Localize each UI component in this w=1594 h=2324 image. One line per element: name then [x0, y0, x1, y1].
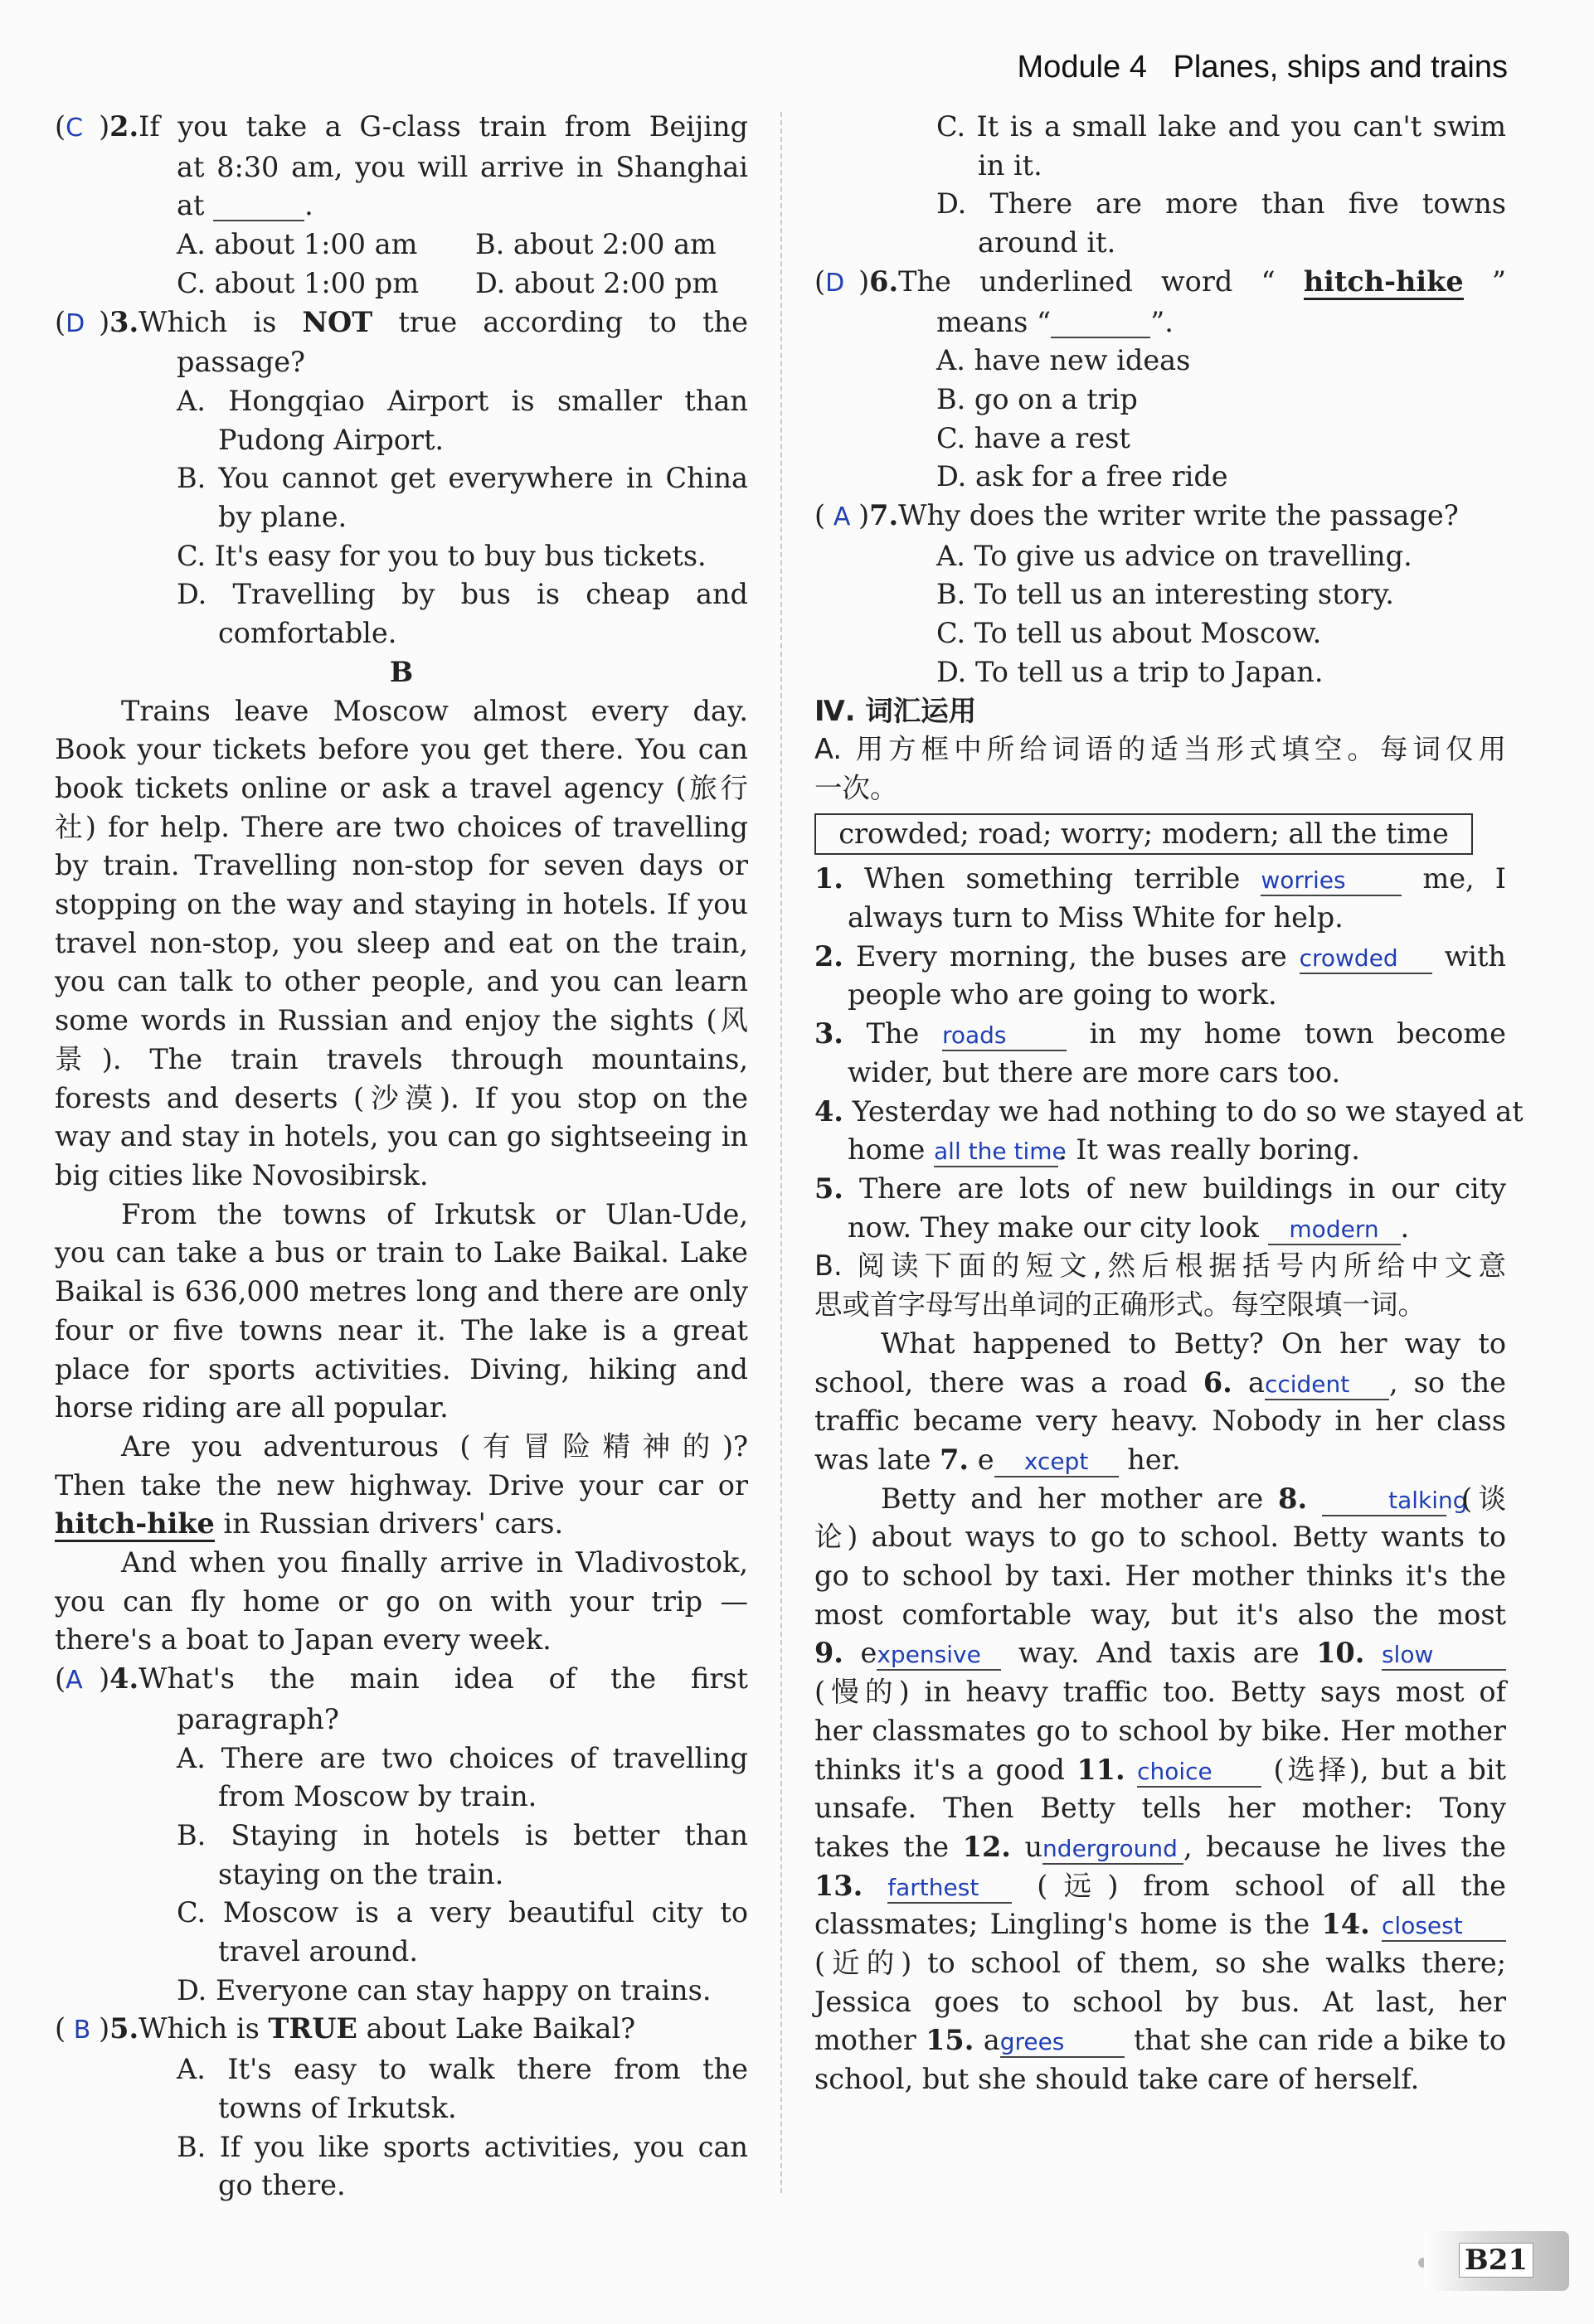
item-number: 2. — [814, 939, 843, 973]
blank-2 — [1300, 943, 1432, 974]
question-2: (C )2.If you take a G-class train from Beijing — [55, 108, 748, 148]
line-text: (远) from school of all the — [1037, 1869, 1506, 1902]
q3-option-a-cont: Pudong Airport. — [218, 423, 445, 456]
line-text: , so the — [1388, 1366, 1507, 1399]
q4-option-c: C. Moscow is a very beautiful city to — [177, 1896, 748, 1929]
blank-14 — [1382, 1910, 1506, 1942]
answer-3: D — [66, 308, 85, 338]
question-6: (D )6.The underlined word “ hitch-hike ” — [814, 263, 1506, 303]
first-letter: a — [1247, 1366, 1265, 1399]
answer-2: C — [66, 114, 84, 143]
handwritten-answer: farthest — [887, 1873, 979, 1901]
part-a-item-5 — [814, 1170, 1506, 1209]
part-a-item-1-cont: always turn to Miss White for help. — [848, 901, 1344, 934]
q3-option-c: C. It's easy for you to buy bus tickets. — [177, 539, 707, 572]
q7-option-b: B. To tell us an interesting story. — [936, 578, 1394, 611]
passage-line: forests and deserts (沙漠). If you stop on the — [55, 1081, 748, 1114]
q5-option-d: D. There are more than five towns — [936, 187, 1506, 221]
handwritten-answer: ccident — [1264, 1370, 1350, 1398]
q3-text-b: true according to the — [398, 305, 748, 338]
q6-option-c: C. have a rest — [936, 421, 1130, 454]
blank-number: 10. — [1316, 1637, 1365, 1670]
handwritten-answer: nderground — [1042, 1834, 1178, 1862]
line-text: her. — [1127, 1443, 1181, 1476]
question-number: 7. — [869, 499, 899, 532]
item-text: Every morning, the buses are — [855, 939, 1287, 973]
section-letter: B — [389, 655, 414, 688]
passage-line: big cities like Novosibirsk. — [55, 1158, 429, 1191]
line-text: , because he lives the — [1183, 1830, 1506, 1863]
blank-4 — [934, 1136, 1067, 1167]
q5-option-c: C. It is a small lake and you can't swim — [936, 110, 1506, 143]
line-text: (选择), but a bit — [1273, 1753, 1506, 1786]
first-letter: e — [977, 1443, 994, 1476]
part-a-item-2-cont: people who are going to work. — [848, 978, 1277, 1012]
handwritten-answer: talking — [1388, 1486, 1468, 1514]
q5-true: TRUE — [268, 2012, 357, 2045]
item-text: home — [848, 1133, 926, 1167]
line-text: was late — [814, 1443, 931, 1476]
blank-number: 9. — [814, 1637, 843, 1670]
line-text: way. And taxis are — [1018, 1637, 1300, 1670]
passage-line: by train. Travelling non-stop for seven days or — [55, 849, 748, 882]
q5-option-b-cont: go there. — [218, 2169, 346, 2202]
passage-line: book tickets online or ask a travel agency (旅行 — [55, 771, 748, 804]
part-b-line-6 — [814, 1364, 1506, 1403]
section-4-title: Ⅳ. 词汇运用 — [814, 694, 977, 727]
item-text: Yesterday we had nothing to do so we stayed at — [852, 1094, 1524, 1128]
handwritten-answer: closest — [1382, 1912, 1463, 1940]
q5-option-a: A. It's easy to walk there from the — [177, 2053, 748, 2086]
blank-11 — [1137, 1756, 1261, 1788]
line-text: school, there was a road — [814, 1366, 1188, 1399]
part-b-line: 论) about ways to go to school. Betty wants to — [814, 1521, 1506, 1554]
q2-option-b: B. about 2:00 am — [475, 228, 717, 261]
left-column — [55, 108, 748, 2205]
passage-line-hitchhike — [55, 1505, 748, 1544]
q7-option-d: D. To tell us a trip to Japan. — [936, 655, 1324, 688]
section-b-heading — [55, 653, 748, 692]
part-b-instruction: B. 阅读下面的短文,然后根据括号内所给中文意 — [814, 1249, 1506, 1283]
blank-13 — [887, 1872, 1012, 1904]
part-a-item-1 — [814, 860, 1506, 899]
part-a-item-3 — [814, 1015, 1506, 1054]
item-text: When something terrible — [864, 862, 1241, 895]
handwritten-answer: slow — [1381, 1641, 1434, 1669]
part-a-instruction: A. 用方框中所给词语的适当形式填空。每词仅用 — [814, 733, 1506, 766]
question-number: 5. — [109, 2012, 139, 2045]
blank-number: 8. — [1278, 1482, 1308, 1515]
blank-1 — [1261, 865, 1402, 896]
line-text: Betty and her mother are — [881, 1482, 1264, 1515]
passage-line: there's a boat to Japan every week. — [55, 1623, 552, 1657]
q2-line2: at 8:30 am, you will arrive in Shanghai — [177, 150, 748, 183]
handwritten-answer: worries — [1261, 866, 1346, 895]
item-number: 1. — [814, 862, 843, 895]
part-b-instruction-cont: 思或首字母写出单词的正确形式。每空限填一词。 — [814, 1288, 1426, 1322]
part-b-line-8 — [814, 1480, 1506, 1519]
q7-option-c: C. To tell us about Moscow. — [936, 617, 1322, 650]
passage-text: in Russian drivers' cars. — [223, 1507, 564, 1540]
line-text: takes the — [814, 1830, 950, 1863]
page-header — [1018, 50, 1508, 85]
q2-option-a: A. about 1:00 am — [177, 228, 418, 261]
line-text: that she can ride a bike to — [1133, 2024, 1506, 2057]
first-letter: e — [860, 1637, 877, 1670]
passage-line: place for sports activities. Diving, hiking and — [55, 1352, 748, 1385]
blank-3 — [942, 1020, 1067, 1051]
q2-option-d: D. about 2:00 pm — [475, 266, 719, 299]
part-b-line: What happened to Betty? On her way to — [881, 1327, 1506, 1360]
q2-line1: If you take a G-class train from Beijing — [139, 110, 748, 143]
page-number-badge — [1424, 2231, 1569, 2291]
handwritten-answer: roads — [941, 1021, 1007, 1050]
part-b-line-9-10 — [814, 1634, 1506, 1673]
answer-6: D — [825, 268, 845, 298]
line-text: thinks it's a good — [814, 1753, 1065, 1786]
handwritten-answer: all the time — [934, 1138, 1067, 1166]
question-5: ( B )5.Which is TRUE about Lake Baikal? — [55, 2010, 748, 2050]
blank-12 — [1042, 1833, 1183, 1865]
part-a-item-4 — [814, 1093, 1524, 1132]
part-b-line-13 — [814, 1867, 1506, 1906]
question-3: (D )3.Which is NOT true according to the — [55, 303, 748, 344]
right-column — [814, 108, 1524, 2099]
q6-underlined-word: hitch-hike — [1304, 265, 1464, 300]
passage-line: Are you adventurous (有冒险精神的)? — [121, 1429, 748, 1463]
part-b-line: traffic became very heavy. Nobody in her class — [814, 1405, 1506, 1438]
q6-means: means — [936, 305, 1028, 338]
module-title: Planes, ships and trains — [1173, 50, 1508, 85]
part-b-line-11 — [814, 1751, 1506, 1790]
word-box-row — [814, 813, 1506, 856]
q4-option-a-cont: from Moscow by train. — [218, 1780, 537, 1813]
blank-number: 11. — [1076, 1753, 1125, 1786]
q4-option-b-cont: staying on the train. — [218, 1857, 504, 1890]
q2-blank — [213, 192, 304, 221]
q4-option-c-cont: travel around. — [218, 1935, 418, 1968]
answer-4: A — [66, 1666, 83, 1696]
part-b-line: her classmates go to school by bike. Her mother — [814, 1714, 1506, 1747]
q5-text-b: about Lake Baikal? — [366, 2012, 636, 2045]
passage-line: you can talk to other people, and you can learn — [55, 965, 748, 998]
question-7: ( A )7.Why does the writer write the passage? — [814, 497, 1506, 537]
q4-option-d: D. Everyone can stay happy on trains. — [177, 1973, 712, 2006]
underlined-word: hitch-hike — [55, 1507, 215, 1542]
q6-blank — [1051, 308, 1150, 338]
part-b-line: (近的) to school of them, so she walks there; — [814, 1947, 1506, 1980]
blank-9 — [877, 1639, 1001, 1671]
passage-line: some words in Russian and enjoy the sights (风 — [55, 1004, 748, 1037]
item-text: There are lots of new buildings in our city — [858, 1172, 1506, 1205]
passage-line: 社) for help. There are two choices of travelling — [55, 810, 748, 843]
passage-line: Then take the new highway. Drive your car or — [55, 1468, 748, 1502]
column-divider — [780, 112, 782, 2193]
q3-line2: passage? — [177, 346, 306, 379]
part-b-line: school, but she should take care of herself. — [814, 2063, 1420, 2096]
blank-number: 12. — [962, 1830, 1011, 1863]
q3-option-b: B. You cannot get everywhere in China — [177, 462, 748, 495]
part-b-line: (慢的) in heavy traffic too. Betty says most of — [814, 1676, 1506, 1709]
item-text: . It was really boring. — [1058, 1133, 1360, 1167]
q5-option-c-cont: in it. — [978, 148, 1042, 182]
handwritten-answer: choice — [1137, 1757, 1213, 1785]
part-a-item-3-cont: wider, but there are more cars too. — [848, 1055, 1341, 1089]
item-text: now. They make our city look — [848, 1211, 1259, 1244]
part-a-item-4-cont — [814, 1131, 1506, 1170]
q7-option-a: A. To give us advice on travelling. — [936, 539, 1412, 572]
q5-option-a-cont: towns of Irkutsk. — [218, 2091, 457, 2124]
q3-not: NOT — [302, 305, 373, 338]
passage-line: stopping on the way and staying in hotels. If you — [55, 888, 748, 921]
q6-text: The underlined word — [898, 264, 1233, 298]
q4-option-b: B. Staying in hotels is better than — [177, 1818, 748, 1851]
item-text: with — [1444, 939, 1506, 973]
q6-option-a: A. have new ideas — [936, 344, 1191, 377]
word-box: crowded; road; worry; modern; all the time — [814, 813, 1473, 856]
question-number: 2. — [109, 110, 139, 143]
part-a-item-2 — [814, 938, 1506, 977]
q5-option-d-cont: around it. — [978, 226, 1116, 260]
q4-text: What's the main idea of the first — [139, 1662, 748, 1696]
blank-5 — [1268, 1214, 1401, 1245]
item-number: 5. — [814, 1172, 843, 1205]
q3-text: Which is — [139, 305, 277, 338]
blank-6 — [1265, 1369, 1389, 1400]
item-text: me, I — [1422, 862, 1506, 895]
blank-number: 13. — [814, 1869, 863, 1902]
passage-line: travel non-stop, you sleep and eat on the train, — [55, 926, 748, 959]
item-number: 4. — [814, 1094, 843, 1128]
blank-7 — [994, 1446, 1119, 1477]
question-4: (A )4.What's the main idea of the first — [55, 1660, 748, 1701]
passage-line: Trains leave Moscow almost every day. — [121, 694, 748, 727]
handwritten-answer: crowded — [1299, 944, 1398, 972]
blank-number: 15. — [926, 2024, 974, 2057]
part-b-line-15 — [814, 2021, 1506, 2060]
passage-line: horse riding are all popular. — [55, 1391, 449, 1424]
handwritten-answer: xcept — [1023, 1447, 1089, 1475]
q6-option-b: B. go on a trip — [936, 382, 1138, 415]
q3-option-b-cont: by plane. — [218, 501, 347, 534]
q3-option-a: A. Hongqiao Airport is smaller than — [177, 384, 748, 417]
part-b-line-7 — [814, 1441, 1506, 1480]
blank-number: 7. — [940, 1443, 970, 1476]
handwritten-answer: xpensive — [877, 1641, 981, 1669]
blank-8 — [1322, 1485, 1468, 1516]
q6-option-d: D. ask for a free ride — [936, 460, 1228, 493]
passage-line: Book your tickets before you get there. You can — [55, 733, 748, 766]
blank-15 — [1000, 2026, 1125, 2058]
part-b-line-12 — [814, 1828, 1506, 1867]
q2-line3: at . — [177, 189, 313, 222]
blank-number: 6. — [1203, 1366, 1232, 1399]
part-b-line-14 — [814, 1905, 1506, 1944]
q2-option-c: C. about 1:00 pm — [177, 266, 420, 299]
blank-10 — [1382, 1639, 1506, 1671]
question-number: 3. — [109, 305, 139, 338]
module-label: Module 4 — [1017, 50, 1147, 85]
first-letter: a — [983, 2024, 1000, 2057]
part-a-item-5-cont — [814, 1209, 1506, 1248]
q3-option-d: D. Travelling by bus is cheap and — [177, 578, 748, 611]
q5-option-b: B. If you like sports activities, you can — [177, 2130, 748, 2163]
q4-option-a: A. There are two choices of travelling — [177, 1741, 748, 1774]
passage-line: four or five towns near it. The lake is a great — [55, 1313, 748, 1346]
q3-option-d-cont: comfortable. — [218, 617, 397, 650]
item-text: The — [866, 1017, 920, 1050]
q7-text: Why does the writer write the passage? — [898, 499, 1459, 532]
page-number: B21 — [1459, 2243, 1533, 2278]
passage-line: From the towns of Irkutsk or Ulan-Ude, — [121, 1197, 748, 1230]
first-letter: u — [1024, 1830, 1043, 1863]
line-text: mother — [814, 2024, 916, 2057]
part-b-line: most comfortable way, but it's also the most — [814, 1598, 1506, 1631]
q2-options-ab — [55, 226, 748, 264]
answer-5: B — [73, 2016, 91, 2045]
blank-number: 14. — [1321, 1908, 1370, 1941]
part-b-line: Jessica goes to school by bus. At last, her — [814, 1985, 1506, 2018]
passage-line: Baikal is 636,000 metres long and there are only — [55, 1275, 748, 1308]
answer-7: A — [833, 502, 851, 532]
handwritten-answer: grees — [999, 2028, 1065, 2056]
passage-line: 景). The train travels through mountains, — [55, 1042, 748, 1075]
question-number: 6. — [869, 264, 899, 298]
part-b-line: unsafe. Then Betty tells her mother: Tony — [814, 1792, 1506, 1825]
q6-line2: means “ ”. — [936, 305, 1174, 338]
line-text: classmates; Lingling's home is the — [814, 1908, 1310, 1941]
passage-line: you can fly home or go on with your trip — — [55, 1584, 748, 1618]
question-number: 4. — [109, 1662, 139, 1696]
item-text: in my home town become — [1089, 1017, 1506, 1050]
item-text: . — [1400, 1211, 1410, 1244]
passage-line: way and stay in hotels, you can go sightseeing in — [55, 1120, 748, 1153]
q2-options-cd — [55, 264, 748, 303]
line-text: (谈 — [1461, 1482, 1506, 1515]
passage-line: And when you finally arrive in Vladivostok, — [121, 1546, 748, 1579]
passage-line: you can take a bus or train to Lake Baikal. Lake — [55, 1236, 748, 1269]
q5-text: Which is — [139, 2012, 260, 2045]
q4-line2: paragraph? — [177, 1702, 339, 1735]
item-number: 3. — [814, 1017, 843, 1050]
part-b-line: go to school by taxi. Her mother thinks it's the — [814, 1560, 1506, 1593]
q2-at: at — [177, 189, 205, 222]
part-a-instruction-cont: 一次。 — [814, 771, 898, 804]
handwritten-answer: modern — [1289, 1215, 1379, 1243]
